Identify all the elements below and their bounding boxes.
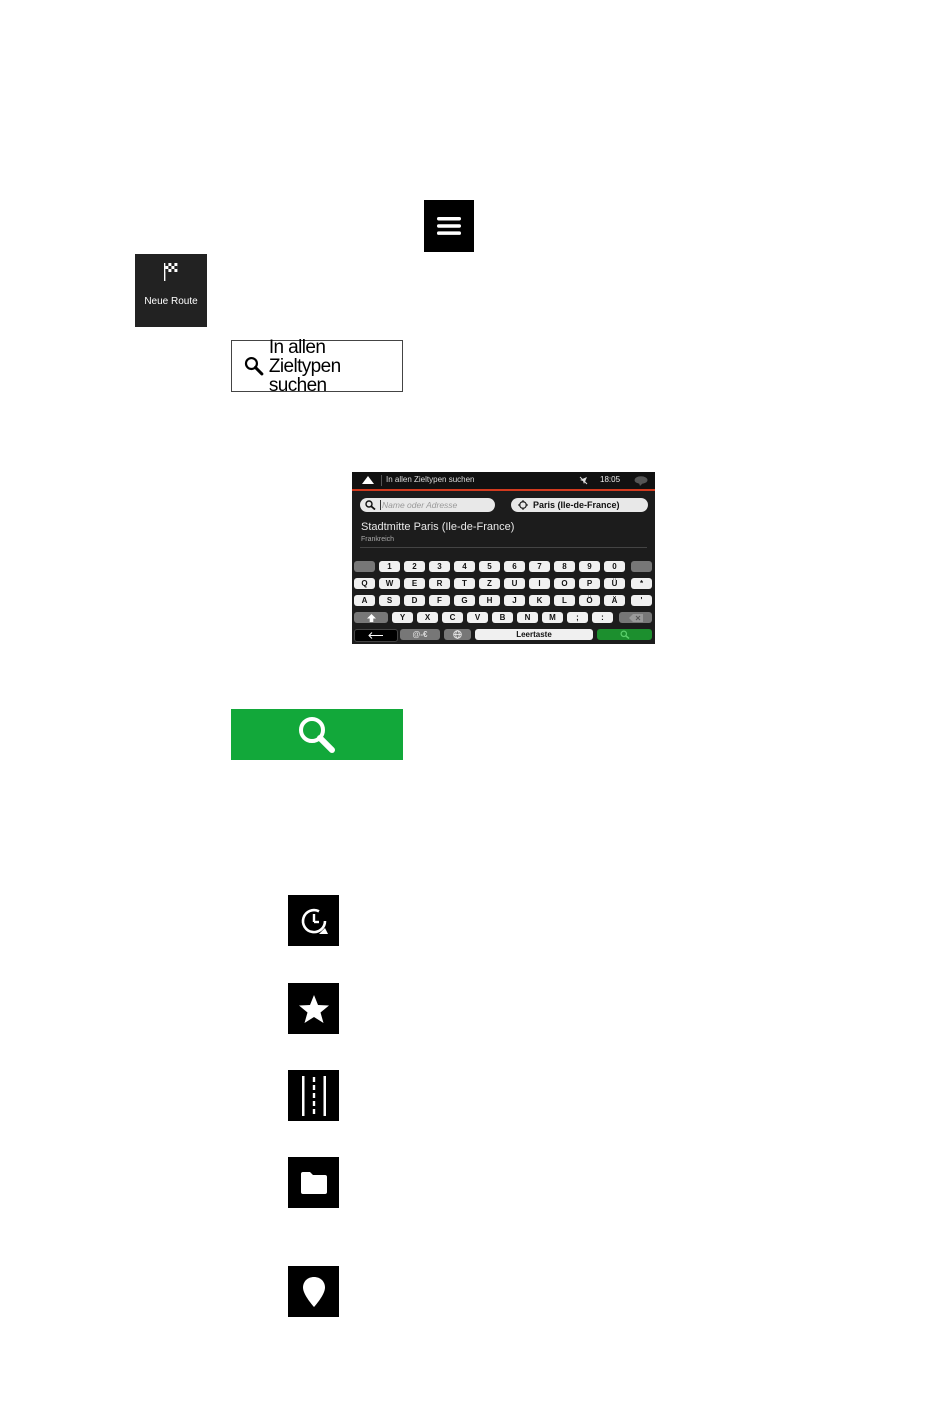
message-icon[interactable] xyxy=(634,476,648,486)
search-key[interactable] xyxy=(597,629,652,640)
search-all-label-line2: Zieltypen suchen xyxy=(268,355,341,396)
keyboard-key[interactable]: 4 xyxy=(454,561,475,572)
back-arrow-icon[interactable] xyxy=(362,476,374,484)
search-icon xyxy=(365,500,376,510)
keyboard-key[interactable]: O xyxy=(554,578,575,589)
keyboard-key[interactable]: : xyxy=(592,612,613,623)
keyboard-key[interactable]: P xyxy=(579,578,600,589)
folder-icon xyxy=(300,1171,328,1195)
favorites-button[interactable] xyxy=(288,983,339,1034)
places-button[interactable] xyxy=(288,1157,339,1208)
star-icon xyxy=(298,993,330,1025)
crosshair-icon xyxy=(518,500,528,510)
search-icon xyxy=(296,715,338,755)
keyboard-key[interactable]: ; xyxy=(567,612,588,623)
keyboard-key[interactable]: K xyxy=(529,595,550,606)
keyboard-key[interactable]: 8 xyxy=(554,561,575,572)
search-all-label-line1: In allen xyxy=(268,336,326,358)
location-label: Paris (Ile-de-France) xyxy=(533,500,620,510)
keyboard-key[interactable]: L xyxy=(554,595,575,606)
language-key[interactable] xyxy=(444,629,471,640)
keyboard-key[interactable]: M xyxy=(542,612,563,623)
coordinates-button[interactable] xyxy=(288,1266,339,1317)
keyboard-key[interactable]: T xyxy=(454,578,475,589)
keyboard-key[interactable]: C xyxy=(442,612,463,623)
location-selector[interactable] xyxy=(511,498,648,512)
device-time: 18:05 xyxy=(600,475,621,484)
search-all-types-button[interactable] xyxy=(231,336,403,396)
menu-icon xyxy=(436,215,462,237)
keyboard-key[interactable]: 3 xyxy=(429,561,450,572)
keyboard-key[interactable]: Q xyxy=(354,578,375,589)
search-button[interactable] xyxy=(231,709,403,760)
keyboard-key[interactable]: ' xyxy=(631,595,652,606)
keyboard-key[interactable]: B xyxy=(492,612,513,623)
topbar-divider xyxy=(381,475,382,486)
arrow-left-icon xyxy=(368,632,384,639)
keyboard-key[interactable]: A xyxy=(354,595,375,606)
keyboard-key[interactable]: 7 xyxy=(529,561,550,572)
on-screen-keyboard xyxy=(352,558,655,644)
history-icon xyxy=(297,904,331,938)
menu-button[interactable] xyxy=(424,200,474,252)
search-icon xyxy=(244,356,264,376)
keyboard-key[interactable]: R xyxy=(429,578,450,589)
history-button[interactable] xyxy=(288,895,339,946)
backspace-icon xyxy=(629,614,643,622)
keyboard-key[interactable]: Ö xyxy=(579,595,600,606)
keyboard-key[interactable]: 6 xyxy=(504,561,525,572)
keyboard-key[interactable]: 2 xyxy=(404,561,425,572)
keyboard-key[interactable]: Ä xyxy=(604,595,625,606)
back-key[interactable] xyxy=(354,629,398,642)
keyboard-key[interactable]: 0 xyxy=(604,561,625,572)
keyboard-key[interactable]: J xyxy=(504,595,525,606)
keyboard-key[interactable]: Ü xyxy=(604,578,625,589)
road-icon xyxy=(300,1076,328,1116)
backspace-key[interactable] xyxy=(619,612,652,623)
keyboard-key[interactable]: I xyxy=(529,578,550,589)
new-route-label: Neue Route xyxy=(144,296,198,307)
shift-key[interactable] xyxy=(354,612,388,623)
keyboard-key[interactable]: V xyxy=(467,612,488,623)
search-placeholder: Name oder Adresse xyxy=(382,500,458,510)
globe-icon xyxy=(453,630,462,639)
location-pin-icon xyxy=(302,1276,326,1308)
device-screenshot xyxy=(352,472,655,644)
search-input[interactable] xyxy=(360,498,495,512)
keyboard-key[interactable]: F xyxy=(429,595,450,606)
keyboard-key[interactable]: Z xyxy=(479,578,500,589)
keyboard-key[interactable]: D xyxy=(404,595,425,606)
keyboard-key[interactable]: H xyxy=(479,595,500,606)
gps-off-icon xyxy=(579,476,588,485)
address-button[interactable] xyxy=(288,1070,339,1121)
keyboard-key[interactable]: N xyxy=(517,612,538,623)
new-route-button[interactable] xyxy=(135,254,207,327)
keyboard-key[interactable]: E xyxy=(404,578,425,589)
search-icon xyxy=(620,630,630,639)
symbols-key[interactable]: @-€ xyxy=(400,629,440,640)
keyboard-key-blank[interactable] xyxy=(354,561,375,572)
keyboard-key[interactable]: S xyxy=(379,595,400,606)
keyboard-key-blank[interactable] xyxy=(631,561,652,572)
device-topbar xyxy=(352,472,655,491)
keyboard-key[interactable]: Y xyxy=(392,612,413,623)
result-subtitle: Frankreich xyxy=(361,536,395,543)
result-divider xyxy=(360,547,647,548)
checkered-flag-icon xyxy=(163,262,179,282)
result-title[interactable]: Stadtmitte Paris (Ile-de-France) xyxy=(361,521,515,533)
device-title: In allen Zieltypen suchen xyxy=(386,475,475,484)
text-cursor xyxy=(380,500,381,510)
keyboard-key[interactable]: 1 xyxy=(379,561,400,572)
keyboard-key[interactable]: X xyxy=(417,612,438,623)
keyboard-key[interactable]: 9 xyxy=(579,561,600,572)
space-key[interactable]: Leertaste xyxy=(475,629,593,640)
keyboard-key[interactable]: * xyxy=(631,578,652,589)
keyboard-key[interactable]: 5 xyxy=(479,561,500,572)
shift-icon xyxy=(367,614,376,622)
keyboard-key[interactable]: G xyxy=(454,595,475,606)
keyboard-key[interactable]: W xyxy=(379,578,400,589)
keyboard-key[interactable]: U xyxy=(504,578,525,589)
